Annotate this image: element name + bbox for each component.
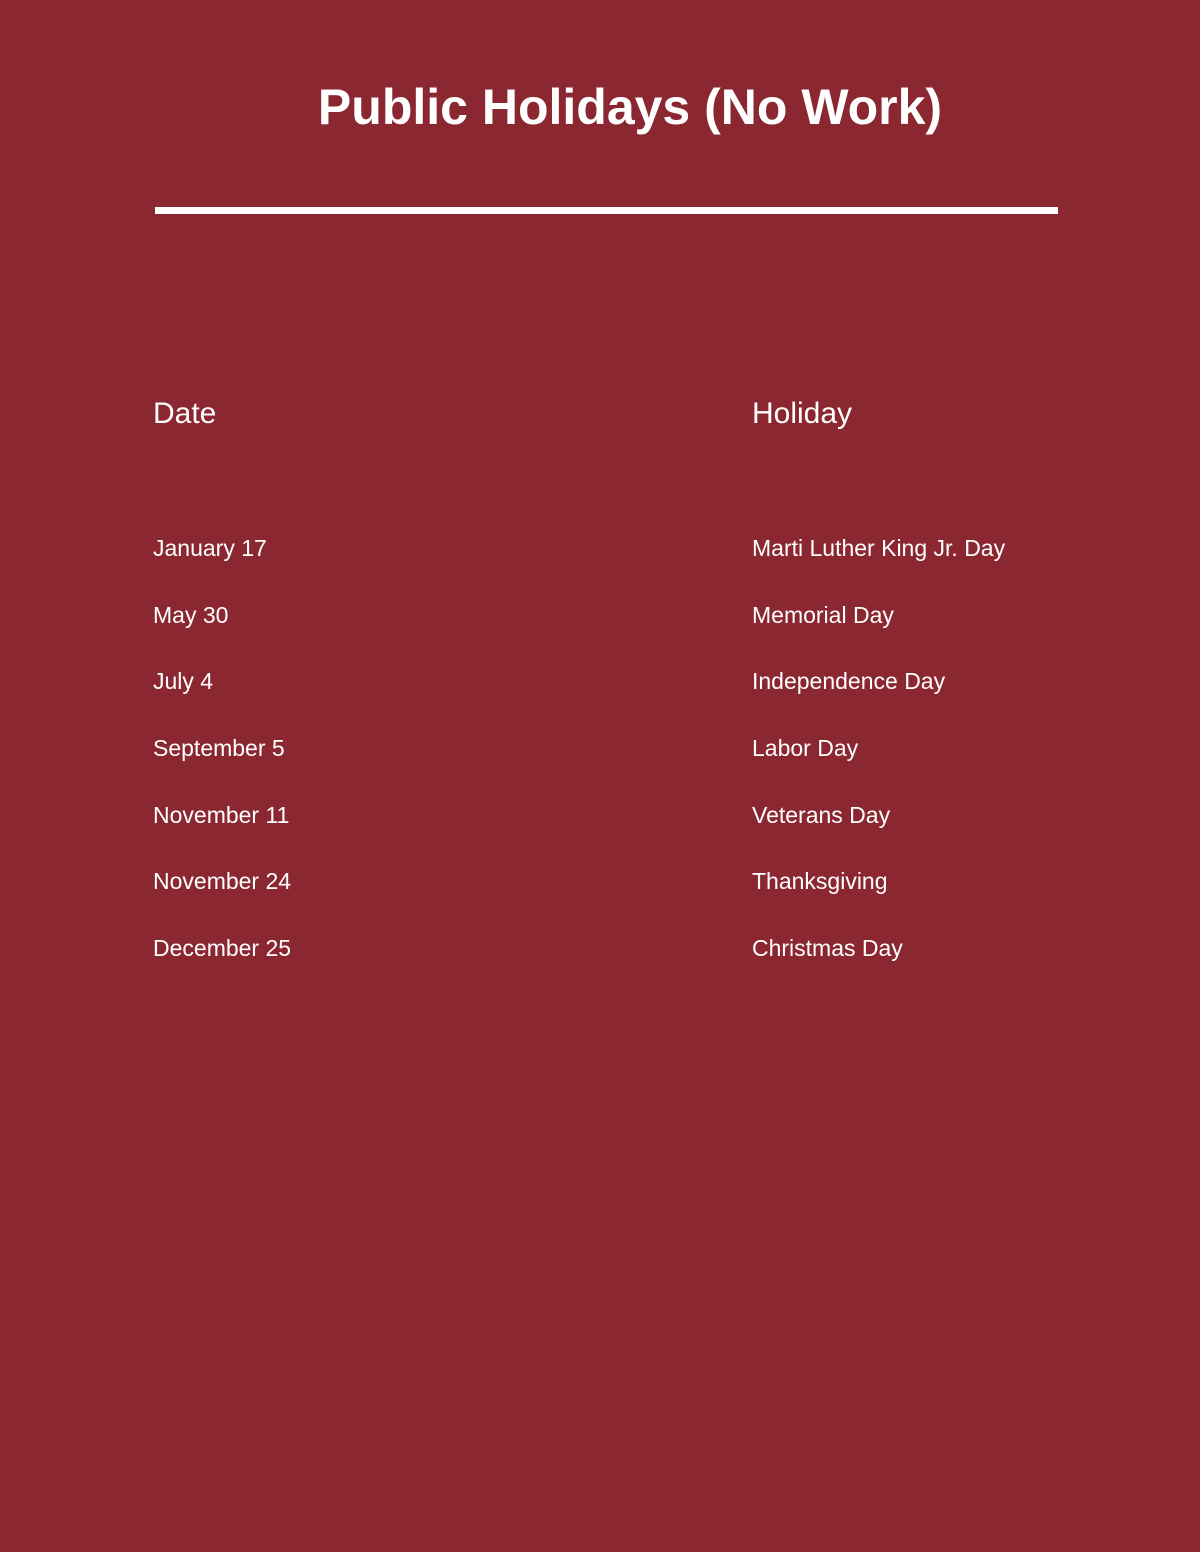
- table-row: [0, 865, 1200, 932]
- date-cell: July 4: [153, 668, 214, 695]
- title-divider: [155, 207, 1058, 214]
- holiday-cell: Independence Day: [752, 668, 946, 695]
- column-header-holiday: Holiday: [752, 397, 853, 430]
- holiday-cell: Memorial Day: [752, 601, 894, 628]
- table-row: [0, 599, 1200, 666]
- table-row: [0, 665, 1200, 732]
- holiday-table-body: [0, 532, 1200, 999]
- date-cell: November 24: [153, 868, 292, 895]
- column-header-date: Date: [153, 397, 217, 430]
- holiday-cell: Christmas Day: [752, 935, 903, 962]
- table-row: [0, 532, 1200, 599]
- date-cell: December 25: [153, 935, 292, 962]
- date-cell: November 11: [153, 801, 290, 828]
- table-row: [0, 799, 1200, 866]
- date-cell: September 5: [153, 735, 285, 762]
- date-cell: January 17: [153, 535, 267, 561]
- holiday-cell: Veterans Day: [752, 801, 891, 828]
- table-row: [0, 932, 1200, 999]
- page-title: Public Holidays (No Work): [317, 79, 943, 135]
- holiday-cell: Thanksgiving: [752, 868, 888, 895]
- holiday-cell: Labor Day: [752, 735, 859, 762]
- holiday-cell: Marti Luther King Jr. Day: [752, 535, 1006, 561]
- table-row: [0, 732, 1200, 799]
- date-cell: May 30: [153, 601, 229, 628]
